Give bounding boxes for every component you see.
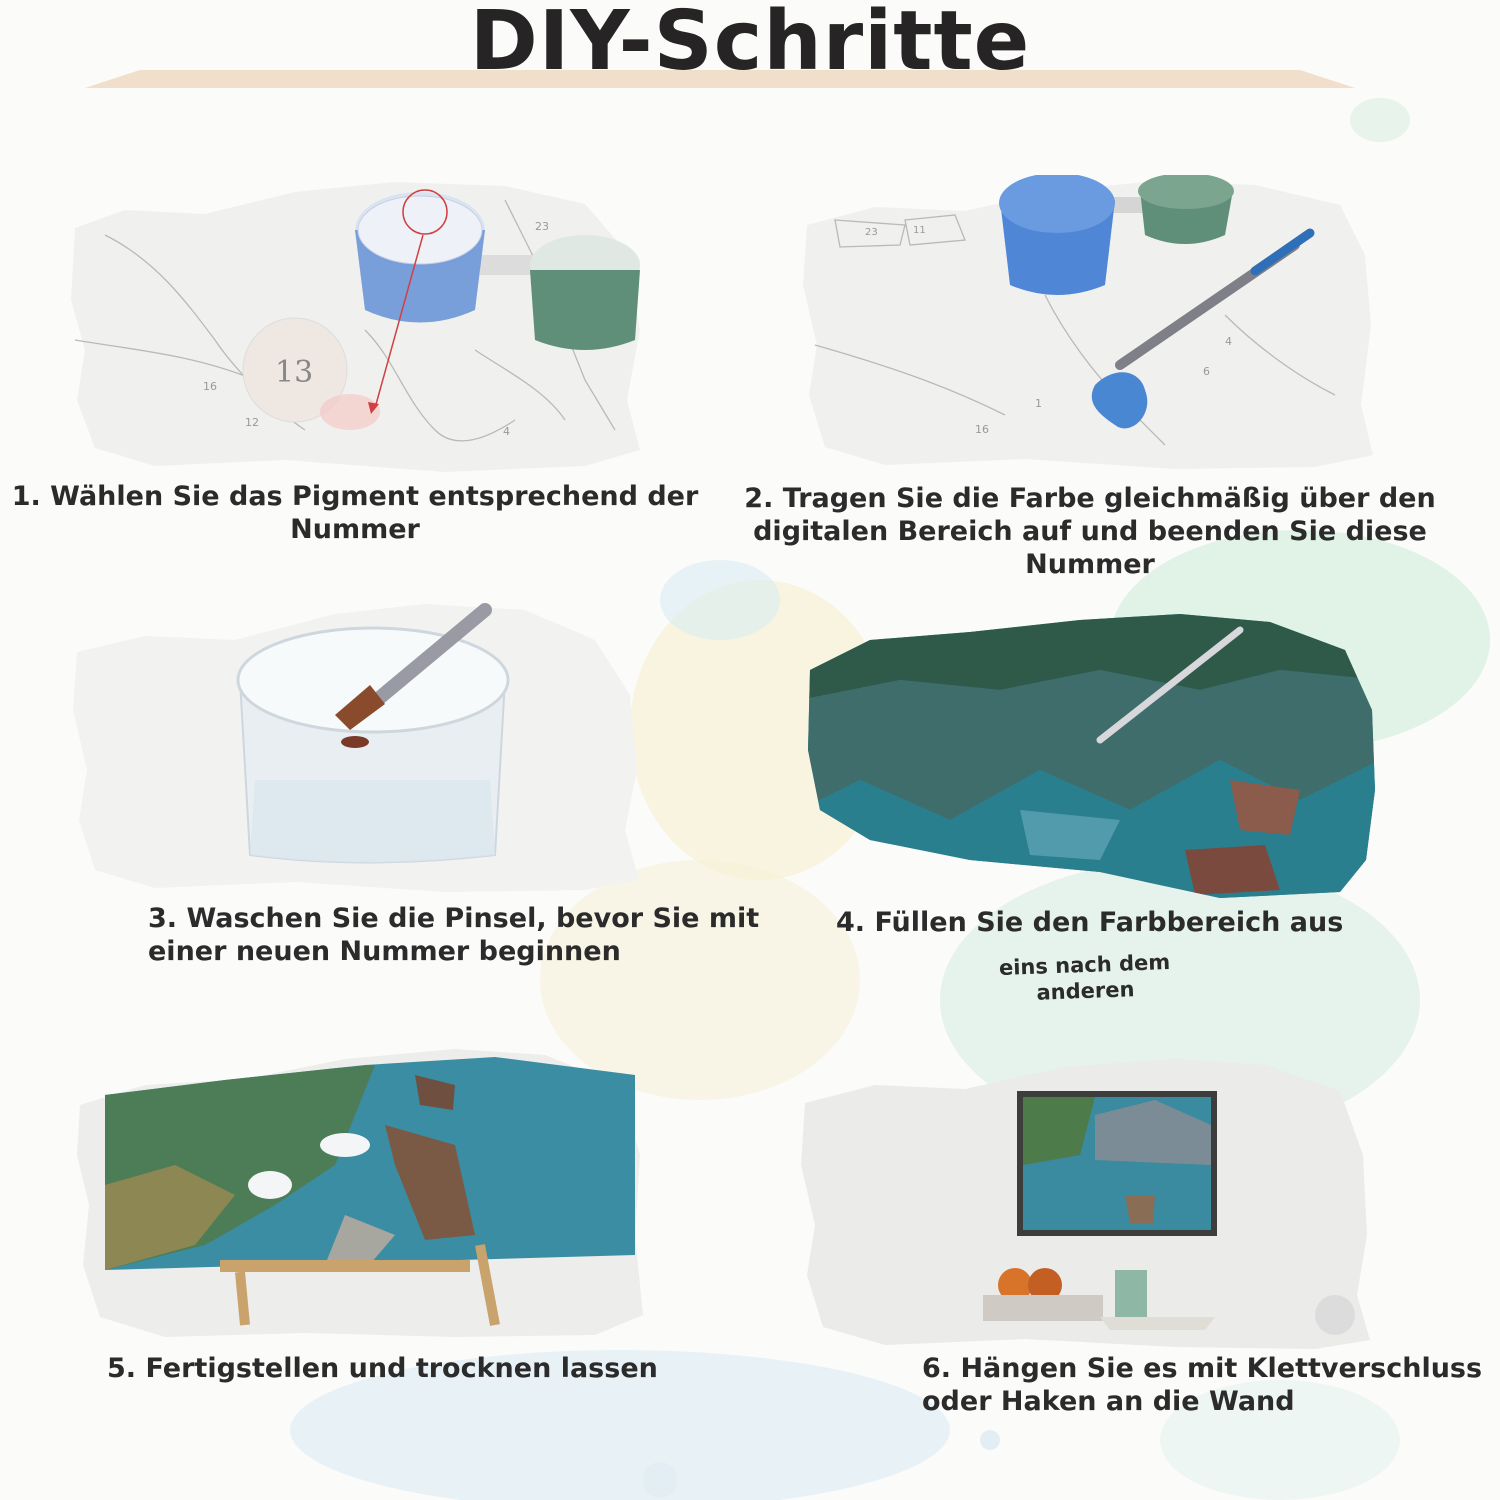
page-title: DIY-Schritte: [469, 0, 1031, 89]
caption-line: einer neuen Nummer beginnen: [148, 936, 621, 967]
step-4-caption: [836, 906, 1456, 939]
paint-number-label: 13: [275, 355, 314, 390]
caption-line: 5. Fertigstellen und trocknen lassen: [107, 1353, 658, 1384]
paint-number-label: 12: [245, 416, 259, 429]
step-6-caption: [922, 1352, 1492, 1418]
caption-line: Nummer: [290, 514, 420, 545]
step-5-image: [75, 1045, 645, 1345]
caption-line: 2. Tragen Sie die Farbe gleichmäßig über den: [744, 483, 1436, 514]
step-5-caption: [107, 1352, 727, 1385]
paint-number-label: 1: [1035, 397, 1042, 410]
step-3-caption: [148, 902, 788, 968]
step-3-image: [65, 600, 645, 895]
paint-number-label: 6: [1203, 365, 1210, 378]
caption-line: digitalen Bereich auf und beenden Sie diese: [753, 516, 1427, 547]
step-2-image: [795, 175, 1375, 475]
paint-number-label: 23: [535, 220, 549, 233]
caption-line: Nummer: [1025, 549, 1155, 580]
paint-number-label: 16: [203, 380, 217, 393]
caption-line: anderen: [1036, 977, 1135, 1005]
step-4-subcaption: [984, 949, 1186, 1008]
paint-number-label: 11: [913, 225, 926, 236]
caption-line: 3. Waschen Sie die Pinsel, bevor Sie mit: [148, 903, 760, 934]
caption-line: 4. Füllen Sie den Farbbereich aus: [836, 907, 1344, 938]
step-1-image: [65, 180, 645, 475]
paint-number-label: 4: [1225, 335, 1232, 348]
paint-number-label: 16: [975, 423, 989, 436]
step-1-caption: [5, 480, 705, 546]
step-6-image: [795, 1055, 1375, 1355]
caption-line: 1. Wählen Sie das Pigment entsprechend der: [11, 481, 699, 512]
step-2-caption: [735, 482, 1445, 581]
paint-number-label: 23: [865, 227, 878, 238]
caption-line: 6. Hängen Sie es mit Klettverschluss: [922, 1353, 1483, 1384]
caption-line: eins nach dem: [998, 950, 1171, 980]
step-4-image: [800, 610, 1380, 900]
paint-number-label: 4: [503, 425, 510, 438]
caption-line: oder Haken an die Wand: [922, 1386, 1295, 1417]
